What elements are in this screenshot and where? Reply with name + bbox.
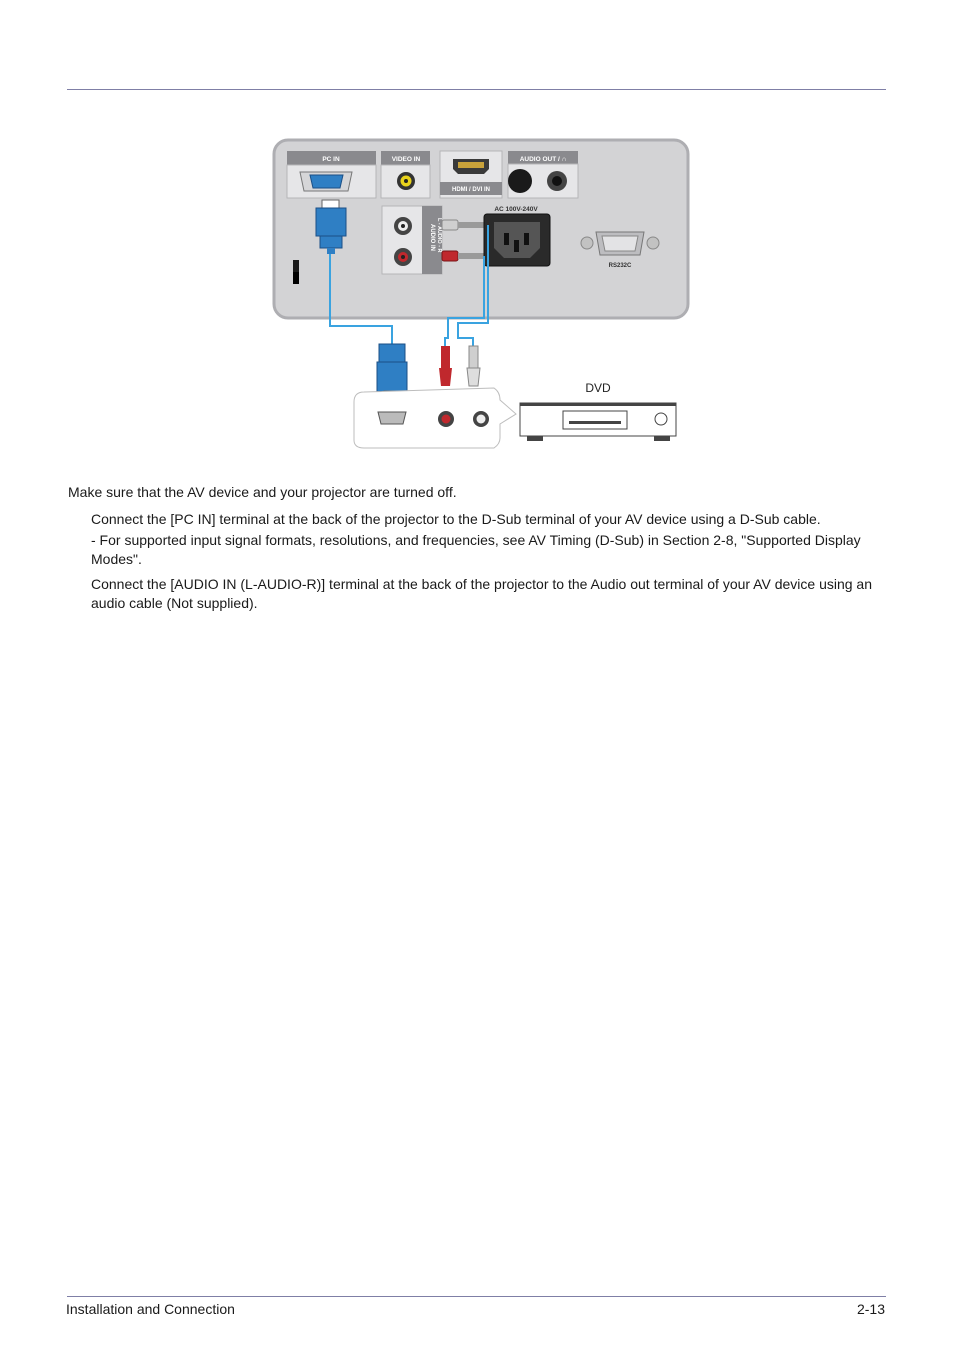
footer-section-title: Installation and Connection [66,1301,235,1317]
note-text: - For supported input signal formats, resolutions, and frequencies, see AV Timing (D-Sub) in Section 2-8, "Supported Display Modes". [91,532,861,567]
audio-out-label: AUDIO OUT / ∩ [519,156,567,163]
video-in-label: VIDEO IN [391,156,421,163]
dvd-player-icon [520,403,676,436]
ac-label: AC 100V-240V [494,206,538,213]
dvd-label: DVD [585,381,611,395]
footer-rule [67,1296,886,1297]
header-rule [67,89,886,90]
audio-out-button-icon [508,169,532,193]
vga-plug-top-icon [316,208,346,236]
red-rca-plug-icon [441,346,450,368]
pc-in-label: PC IN [322,156,340,163]
hdmi-dvi-in-label: HDMI / DVI IN [451,187,491,193]
av-device-panel [354,388,516,448]
step-1-text: Connect the [PC IN] terminal at the back of the projector to the D-Sub terminal of your AV device using a D-Sub cable. [91,511,821,527]
step-2-text: Connect the [AUDIO IN (L-AUDIO-R)] terminal at the back of the projector to the Audio out terminal of your AV device using an audio cable (Not supplied). [91,576,872,611]
rs232c-label: RS232C [608,263,632,269]
footer-page-number: 2-13 [856,1301,885,1317]
connection-diagram [272,138,690,458]
av-dsub-port-icon [378,412,406,424]
vga-plug-bottom-icon [379,344,405,364]
white-rca-plug-icon [469,346,478,368]
audio-lr-label: L - AUDIO - R [436,218,442,253]
intro-text: Make sure that the AV device and your projector are turned off. [68,484,457,500]
audio-in-label: AUDIO IN [429,224,435,251]
